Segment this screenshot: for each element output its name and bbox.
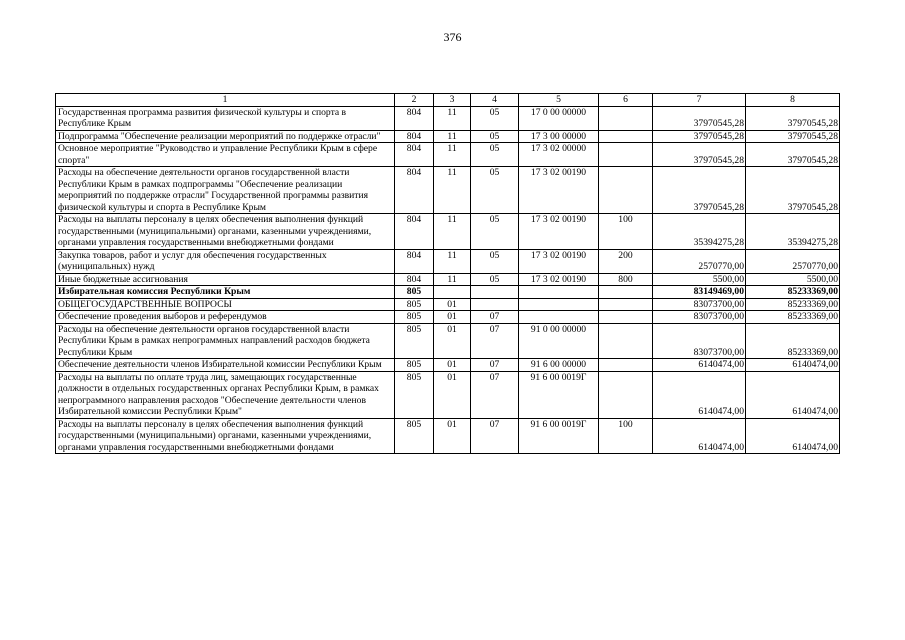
- amount-year1-cell: 83073700,00: [653, 323, 746, 359]
- amount-year2-cell: 5500,00: [746, 273, 840, 286]
- chapter-code-cell: 804: [395, 143, 434, 167]
- target-article-cell: 17 3 00 00000: [519, 130, 599, 143]
- section-code-cell: 01: [434, 418, 471, 454]
- amount-year2-cell: 6140474,00: [746, 371, 840, 418]
- section-code-cell: 01: [434, 359, 471, 372]
- table-row: [56, 167, 840, 214]
- expense-type-cell: [599, 106, 653, 130]
- header-cell: 2: [395, 94, 434, 107]
- chapter-code-cell: 804: [395, 167, 434, 214]
- expense-type-cell: [599, 143, 653, 167]
- table-row: [56, 359, 840, 372]
- expense-type-cell: [599, 167, 653, 214]
- target-article-cell: [519, 311, 599, 324]
- row-name-cell: Расходы на выплаты персоналу в целях обеспечения выполнения функций государственными (муниципальными) органами, казенными учреждениями, органами управления государственными внебюджетными фондами: [56, 214, 395, 250]
- amount-year1-cell: 37970545,28: [653, 106, 746, 130]
- amount-year1-cell: 37970545,28: [653, 130, 746, 143]
- table-row: [56, 106, 840, 130]
- chapter-code-cell: 805: [395, 323, 434, 359]
- row-name-cell: Государственная программа развития физической культуры и спорта в Республике Крым: [56, 106, 395, 130]
- table-row: [56, 214, 840, 250]
- chapter-code-cell: 805: [395, 298, 434, 311]
- amount-year2-cell: 37970545,28: [746, 130, 840, 143]
- section-code-cell: [434, 286, 471, 299]
- target-article-cell: 17 3 02 00190: [519, 167, 599, 214]
- target-article-cell: 17 3 02 00190: [519, 249, 599, 273]
- amount-year2-cell: 37970545,28: [746, 106, 840, 130]
- section-code-cell: 11: [434, 273, 471, 286]
- target-article-cell: 17 0 00 00000: [519, 106, 599, 130]
- expense-type-cell: [599, 323, 653, 359]
- row-name-cell: Обеспечение проведения выборов и референдумов: [56, 311, 395, 324]
- expense-type-cell: [599, 371, 653, 418]
- subsection-code-cell: [471, 286, 519, 299]
- header-cell: 5: [519, 94, 599, 107]
- section-code-cell: 11: [434, 167, 471, 214]
- table-row: [56, 286, 840, 299]
- amount-year1-cell: 2570770,00: [653, 249, 746, 273]
- budget-table: [55, 93, 840, 454]
- section-code-cell: 01: [434, 298, 471, 311]
- amount-year1-cell: 37970545,28: [653, 143, 746, 167]
- header-cell: 3: [434, 94, 471, 107]
- expense-type-cell: [599, 298, 653, 311]
- row-name-cell: Расходы на обеспечение деятельности органов государственной власти Республики Крым в рамках подпрограммы "Обеспечение реализации мероприятий по поддержке отрасли" Государственной программы развития физической культуры и спорта в Республике Крым: [56, 167, 395, 214]
- target-article-cell: [519, 286, 599, 299]
- header-cell: 4: [471, 94, 519, 107]
- page-number: 376: [443, 30, 462, 44]
- expense-type-cell: 800: [599, 273, 653, 286]
- section-code-cell: 11: [434, 130, 471, 143]
- amount-year2-cell: 35394275,28: [746, 214, 840, 250]
- row-name-cell: Избирательная комиссия Республики Крым: [56, 286, 395, 299]
- row-name-cell: Обеспечение деятельности членов Избирательной комиссии Республики Крым: [56, 359, 395, 372]
- row-name-cell: Иные бюджетные ассигнования: [56, 273, 395, 286]
- section-code-cell: 11: [434, 214, 471, 250]
- chapter-code-cell: 805: [395, 286, 434, 299]
- subsection-code-cell: 05: [471, 167, 519, 214]
- chapter-code-cell: 805: [395, 418, 434, 454]
- subsection-code-cell: 05: [471, 106, 519, 130]
- expense-type-cell: [599, 311, 653, 324]
- expense-type-cell: 100: [599, 418, 653, 454]
- amount-year1-cell: 37970545,28: [653, 167, 746, 214]
- subsection-code-cell: 05: [471, 214, 519, 250]
- chapter-code-cell: 804: [395, 273, 434, 286]
- amount-year2-cell: 85233369,00: [746, 311, 840, 324]
- header-cell: 8: [746, 94, 840, 107]
- expense-type-cell: [599, 130, 653, 143]
- expense-type-cell: [599, 286, 653, 299]
- section-code-cell: 11: [434, 106, 471, 130]
- chapter-code-cell: 804: [395, 249, 434, 273]
- subsection-code-cell: 07: [471, 311, 519, 324]
- subsection-code-cell: 05: [471, 143, 519, 167]
- expense-type-cell: 200: [599, 249, 653, 273]
- amount-year2-cell: 6140474,00: [746, 418, 840, 454]
- amount-year1-cell: 83073700,00: [653, 311, 746, 324]
- table-row: [56, 273, 840, 286]
- row-name-cell: Подпрограмма "Обеспечение реализации мероприятий по поддержке отрасли": [56, 130, 395, 143]
- amount-year1-cell: 6140474,00: [653, 359, 746, 372]
- table-row: [56, 371, 840, 418]
- target-article-cell: 91 0 00 00000: [519, 323, 599, 359]
- subsection-code-cell: 07: [471, 323, 519, 359]
- amount-year2-cell: 6140474,00: [746, 359, 840, 372]
- row-name-cell: Основное мероприятие "Руководство и управление Республики Крым в сфере спорта": [56, 143, 395, 167]
- amount-year2-cell: 85233369,00: [746, 323, 840, 359]
- target-article-cell: 17 3 02 00190: [519, 214, 599, 250]
- subsection-code-cell: [471, 298, 519, 311]
- target-article-cell: 91 6 00 00000: [519, 359, 599, 372]
- amount-year1-cell: 83149469,00: [653, 286, 746, 299]
- subsection-code-cell: 07: [471, 418, 519, 454]
- table-header-row: [56, 94, 840, 107]
- row-name-cell: Расходы на выплаты персоналу в целях обеспечения выполнения функций государственными (муниципальными) органами, казенными учреждениями, органами управления государственными внебюджетными фондами: [56, 418, 395, 454]
- table-row: [56, 130, 840, 143]
- header-cell: 6: [599, 94, 653, 107]
- target-article-cell: 91 6 00 0019Г: [519, 371, 599, 418]
- subsection-code-cell: 05: [471, 249, 519, 273]
- row-name-cell: Расходы на обеспечение деятельности органов государственной власти Республики Крым в рамках непрограммных направлений расходов бюджета Республики Крым: [56, 323, 395, 359]
- chapter-code-cell: 804: [395, 106, 434, 130]
- row-name-cell: ОБЩЕГОСУДАРСТВЕННЫЕ ВОПРОСЫ: [56, 298, 395, 311]
- chapter-code-cell: 805: [395, 311, 434, 324]
- amount-year2-cell: 85233369,00: [746, 298, 840, 311]
- amount-year1-cell: 6140474,00: [653, 371, 746, 418]
- target-article-cell: [519, 298, 599, 311]
- row-name-cell: Расходы на выплаты по оплате труда лиц, замещающих государственные должности в отдельных государственных органах Республики Крым, в рамках непрограммного направления расходов "Обеспечение деятельности членов Избирательной комиссии Республики Крым": [56, 371, 395, 418]
- chapter-code-cell: 804: [395, 130, 434, 143]
- subsection-code-cell: 05: [471, 130, 519, 143]
- subsection-code-cell: 07: [471, 359, 519, 372]
- amount-year1-cell: 6140474,00: [653, 418, 746, 454]
- chapter-code-cell: 805: [395, 371, 434, 418]
- chapter-code-cell: 805: [395, 359, 434, 372]
- amount-year2-cell: 85233369,00: [746, 286, 840, 299]
- subsection-code-cell: 05: [471, 273, 519, 286]
- section-code-cell: 11: [434, 249, 471, 273]
- table-row: [56, 418, 840, 454]
- subsection-code-cell: 07: [471, 371, 519, 418]
- amount-year1-cell: 5500,00: [653, 273, 746, 286]
- table-row: [56, 323, 840, 359]
- section-code-cell: 01: [434, 323, 471, 359]
- amount-year2-cell: 37970545,28: [746, 143, 840, 167]
- table-row: [56, 298, 840, 311]
- section-code-cell: 01: [434, 371, 471, 418]
- header-cell: 7: [653, 94, 746, 107]
- amount-year2-cell: 37970545,28: [746, 167, 840, 214]
- amount-year2-cell: 2570770,00: [746, 249, 840, 273]
- row-name-cell: Закупка товаров, работ и услуг для обеспечения государственных (муниципальных) нужд: [56, 249, 395, 273]
- header-cell: 1: [56, 94, 395, 107]
- amount-year1-cell: 35394275,28: [653, 214, 746, 250]
- expense-type-cell: 100: [599, 214, 653, 250]
- section-code-cell: 01: [434, 311, 471, 324]
- budget-table-body: [56, 94, 840, 454]
- amount-year1-cell: 83073700,00: [653, 298, 746, 311]
- table-row: [56, 143, 840, 167]
- target-article-cell: 91 6 00 0019Г: [519, 418, 599, 454]
- table-row: [56, 249, 840, 273]
- chapter-code-cell: 804: [395, 214, 434, 250]
- section-code-cell: 11: [434, 143, 471, 167]
- target-article-cell: 17 3 02 00190: [519, 273, 599, 286]
- target-article-cell: 17 3 02 00000: [519, 143, 599, 167]
- expense-type-cell: [599, 359, 653, 372]
- table-row: [56, 311, 840, 324]
